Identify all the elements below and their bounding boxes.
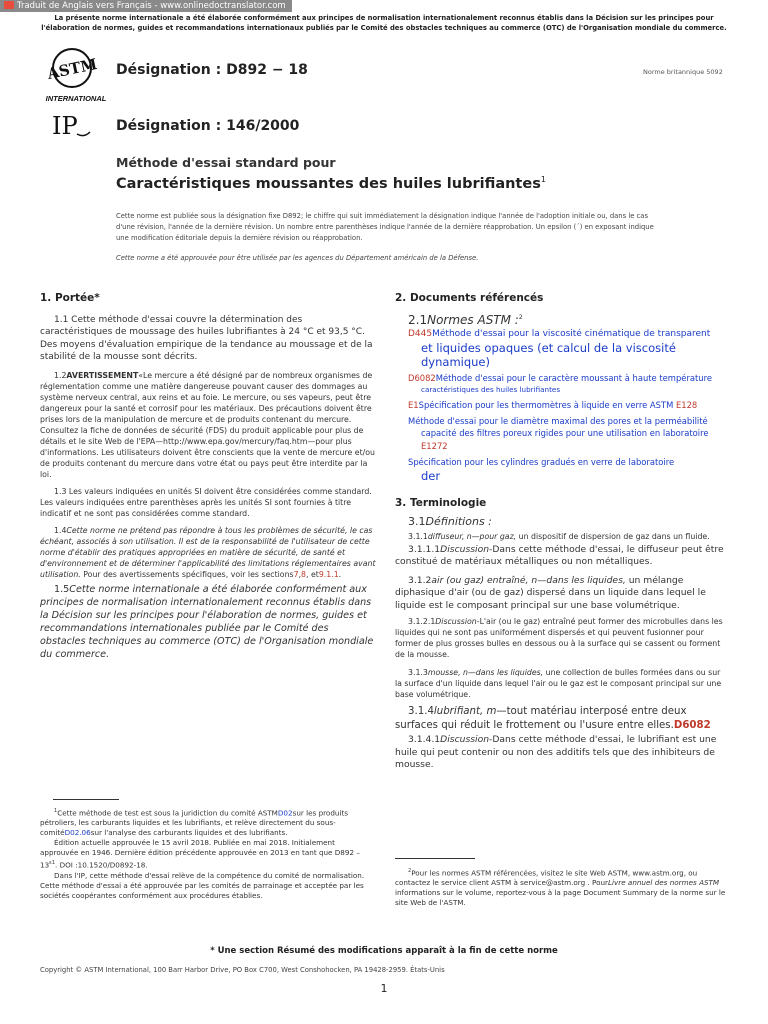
ref-d445-continuation[interactable]: et liquides opaques (et calcul de la viscosité dynamique) (421, 340, 676, 369)
astm-logo-text: ASTM (45, 54, 99, 84)
astm-logo (42, 46, 110, 106)
fn2-a: Pour les normes ASTM référencées, visitez le site Web ASTM, www.astm.org, ou contactez le service client ASTM à service@astm.org . Pour (395, 868, 698, 888)
para-1-4-et: , et (306, 569, 319, 579)
fn1-c: sur l'analyse des carburants liquides et des lubrifiants. (90, 828, 288, 838)
para-1-2 (40, 370, 376, 480)
para-1-4: 1.4Cette norme ne prétend pas répondre à tous les problèmes de sécurité, le cas échéant, associés à son utilisation. Il est de la responsabilité de l'utilisateur de cette norme d'établir des pratiques appropriées en matière de sécurité, de santé et d'environnement et de déterminer l'applicabilité des limitations réglementaires avant utilisation. Pour des avertissements spécifiques, voir les sections7,8, et9.1.1. (40, 525, 376, 579)
ref-e1-code[interactable]: E1 (408, 400, 419, 410)
t313-text: une collection de bulles formées dans ou sur la surface d'un liquide dans lequel l'air ou le gaz est le composant principal sur une base volumétrique. (395, 668, 722, 699)
left-column (40, 292, 376, 661)
ref-e128-text[interactable]: Méthode d'essai pour le diamètre maximal des pores et la perméabilité (408, 415, 708, 426)
title-footnote-mark: 1 (540, 175, 546, 184)
ref-d445[interactable] (408, 328, 728, 341)
t3121-label: Discussion (435, 617, 477, 626)
ref-e1272-continuation[interactable]: der (421, 468, 441, 483)
ref-d6082-continuation[interactable]: caractéristiques des huiles lubrifiantes (421, 385, 561, 394)
para-1-5 (40, 583, 376, 661)
term-3-1-4 (395, 705, 728, 733)
term-3-1-3 (395, 667, 728, 700)
footnote-2: $^2$Pour les normes ASTM référencées, visitez le site Web ASTM, www.astm.org, ou contactez le service client ASTM à service@astm.org . PourLivre annuel des normes ASTM informations sur le volume, reportez-vous à la page Document Summary de la norme sur le site Web de l'ASTM. (395, 868, 726, 908)
n21-sup: 2 (518, 313, 523, 321)
designation-ip: Désignation : 146/2000 (116, 118, 300, 134)
committee-d02-link[interactable]: D02 (277, 808, 293, 818)
n21-num: 2.1 (408, 312, 428, 327)
ref-d6082[interactable] (408, 372, 728, 385)
para-1-2-num: 1.2 (54, 370, 67, 380)
ref-e128-code[interactable]: E128 (675, 400, 698, 410)
n31-label: Définitions : (425, 515, 492, 528)
pdf-icon (4, 1, 14, 9)
t3111-num: 3.1.1.1 (408, 543, 441, 555)
fn1-b: sur les produits pétroliers, les carburants liquides et les lubrifiants, et relève directement du sous-comité (40, 808, 349, 838)
n31-num: 3.1 (408, 515, 426, 528)
document-title (116, 175, 546, 192)
ref-e1[interactable] (408, 399, 728, 412)
astm-logo-sub: INTERNATIONAL (45, 94, 107, 103)
t313-num: 3.1.3 (408, 668, 428, 677)
ref-e1272-text[interactable]: Spécification pour les cylindres gradués en verre de laboratoire (408, 457, 675, 467)
ref-d6082-text[interactable]: Méthode d'essai pour le caractère moussant à haute température (435, 372, 713, 383)
term-3-1-1-1 (395, 544, 728, 569)
ref-e1272-code[interactable]: E1272 (421, 440, 448, 451)
ref-d445-code[interactable]: D445 (408, 329, 433, 339)
t311-text: un dispositif de dispersion de gaz dans un fluide. (516, 531, 710, 541)
ip-logo-text: IP (52, 112, 78, 140)
t312-term: air (ou gaz) entraîné, n—dans les liquides, (431, 574, 626, 586)
ref-section-9-1-1-link[interactable]: 9.1.1 (318, 569, 339, 579)
subcommittee-d02-06-link[interactable]: D02.06 (64, 828, 91, 838)
right-column (395, 292, 728, 772)
warning-label: AVERTISSEMENT (66, 370, 139, 380)
para-1-2-text: «Le mercure a été désigné par de nombreux organismes de réglementation comme une matière dangereuse pouvant causer des dommages au système nerveux central, aux reins et au foie. Le mercure, ou ses vapeurs, peut être dangereux pour la santé et corrosif pour les matériaux. Des précautions doivent être prises lors de la manipulation de mercure et de produits contenant du mercure. Consultez la fiche de données de sécurité (FDS) du produit applicable pour plus de détails et le site Web de l'EPA—http://www.epa.gov/mercury/faq.htm—pour plus d'informations. Les utilisateurs doivent être conscients que la vente de mercure et/ou de produits contenant du mercure dans votre état ou pays peut être interdite par la loi. (40, 370, 375, 479)
translator-text: Traduit de Anglais vers Français - www.onlinedoctranslator.com (17, 1, 286, 11)
term-3-1-2-1 (395, 616, 728, 660)
method-prefix: Méthode d'essai standard pour (116, 155, 336, 170)
copyright-line: Copyright © ASTM International, 100 Barr Harbor Drive, PO Box C700, West Conshohocken, PA 19428-2959. États-Unis (40, 966, 445, 974)
ref-e128-continuation[interactable] (421, 427, 728, 452)
astm-standards-label (408, 312, 728, 327)
page-number: 1 (380, 982, 388, 995)
t311-num: 3.1.1 (408, 531, 428, 541)
footnote-1-p2: Édition actuelle approuvée le 15 avril 2018. Publiée en mai 2018. Initialement approuvée en 1946. Dernière édition précédente approuvée en 2013 en tant que $D892 - 13^{\varepsilon 1}$. DOI :10.1520/D0892-18. (40, 838, 360, 870)
title-text: Caractéristiques moussantes des huiles lubrifiantes (116, 175, 541, 192)
para-1-3: 1.3 Les valeurs indiquées en unités SI doivent être considérées comme standard. Les valeurs indiquées entre parenthèses après les unités SI sont fournies à titre indicatif et ne sont pas considérées comme standard. (40, 486, 372, 518)
section-scope-heading: 1. Portée* (40, 292, 100, 304)
term-3-1-2 (395, 575, 728, 613)
designation-astm: Désignation : D892 − 18 (116, 62, 308, 78)
t3141-text: -Dans cette méthode d'essai, le lubrifiant est une huile qui peut contenir ou non des additifs tels que des inhibiteurs de mousse. (395, 734, 717, 770)
ref-d6082-code[interactable]: D6082 (408, 372, 436, 383)
definitions-label (408, 516, 728, 529)
term-3-1-1 (395, 531, 728, 542)
t3111-text: -Dans cette méthode d'essai, le diffuseur peut être constitué de matériaux métalliques ou non métalliques. (395, 543, 724, 567)
para-1-5-num: 1.5 (54, 583, 70, 595)
summary-note: * Une section Résumé des modifications apparaît à la fin de cette norme (210, 946, 558, 956)
ref-d6082-inline-link[interactable]: D6082 (673, 720, 711, 731)
ref-e128-sub[interactable]: capacité des filtres poreux rigides pour une utilisation en laboratoire (421, 428, 709, 438)
t314-text: —tout matériau interposé entre deux surfaces qui réduit le frottement ou l'usure entre elles. (395, 706, 687, 731)
section-terminology-heading: 3. Terminologie (395, 496, 487, 509)
para-1-4-tail: Pour des avertissements spécifiques, voir les sections (80, 569, 294, 579)
british-standard-note: Norme britannique 5092 (643, 68, 723, 76)
t312-text: un mélange diphasique d'air (ou de gaz) dispersé dans un liquide dans lequel le liquide est le composant principal sur une base volumétrique. (395, 574, 706, 611)
footnote-1-p3: Dans l'IP, cette méthode d'essai relève de la compétence du comité de normalisation. Cette méthode d'essai a été approuvée par les comités de parrainage et acceptée par les sociétés coopérantes conformément aux procédures établies. (40, 870, 365, 900)
para-1-4-num: 1.4 (54, 525, 67, 535)
dod-approval-note: Cette norme a été approuvée pour être utilisée par les agences du Département américain de la Défense. (116, 254, 479, 262)
term-3-1-4-1 (395, 734, 728, 772)
t314-term: lubrifiant, m (433, 706, 497, 717)
fn1-e: . DOI :10.1520/D0892-18. (55, 860, 148, 870)
footnote-1-p1: $^1$Cette méthode de test est sous la juridiction du comité ASTMD02sur les produits pétroliers, les carburants liquides et les lubrifiants, et relève directement du sous-comitéD02.06sur l'analyse des carburants liquides et des lubrifiants. (40, 808, 349, 838)
ref-section-8-link[interactable]: 8 (301, 569, 307, 579)
t3141-label: Discussion (440, 734, 490, 745)
translator-banner[interactable] (0, 0, 292, 12)
ref-d445-text[interactable]: Méthode d'essai pour la viscosité cinématique de transparent (432, 329, 711, 339)
intro-paragraph: Cette norme est publiée sous la désignation fixe D892; le chiffre qui suit immédiatement la désignation indique l'année de l'adoption initiale ou, dans le cas d'une révision, l'année de la dernière révision. Un nombre entre parenthèses indique l'année de la dernière réapprobation. Un epsilon (´) en exposant indique une modification éditoriale depuis la dernière révision ou réapprobation. (116, 212, 654, 242)
footnote-rule-left (53, 799, 119, 800)
t313-term: mousse, n—dans les liquides, (427, 668, 544, 677)
t3111-label: Discussion (440, 543, 490, 555)
fn2-italic: Livre annuel des normes ASTM (608, 878, 720, 888)
top-note: La présente norme internationale a été élaborée conformément aux principes de normalisation internationalement reconnus établis dans la Décision sur les principes pour l'élaboration de normes, guides et recommandations internationaux publiés par le Comité des obstacles techniques au commerce (OTC) de l'Organisation mondiale du commerce. (41, 14, 727, 32)
t311-term: diffuseur, n—pour gaz, (427, 531, 517, 541)
t314-num: 3.1.4 (408, 706, 434, 717)
t3121-num: 3.1.2.1 (408, 617, 436, 626)
ref-section-7-link[interactable]: 7 (293, 569, 299, 579)
t312-num: 3.1.2 (408, 574, 432, 586)
n21-label: Normes ASTM : (427, 312, 519, 327)
ref-e1-text[interactable]: Spécification pour les thermomètres à liquide en verre ASTM (418, 400, 674, 410)
para-1-5-italic: Cette norme internationale a été élaborée conformément aux principes de normalisation internationalement reconnus établis dans la Décision sur les principes pour l'élaboration de normes, guides et recommandations internationales publiée par le Comité des obstacles techniques au commerce (OTC) de l'Organisation mondiale du commerce. (40, 583, 374, 660)
t3141-num: 3.1.4.1 (408, 734, 441, 745)
footnote-1 (40, 806, 368, 901)
footnote-rule-right (395, 858, 475, 859)
t3121-text: -L'air (ou le gaz) entraîné peut former des microbulles dans les liquides qui ne sont pas uniformément dispersés et qui peuvent fusionner pour former de plus grosses bulles en dessous ou à la surface qui se cassent ou forment de la mousse. (395, 617, 723, 659)
section-references-heading: 2. Documents référencés (395, 292, 544, 304)
para-1-1: 1.1 Cette méthode d'essai couvre la détermination des caractéristiques de moussage des huiles lubrifiantes à 24 °C et 93,5 °C. Des moyens d'évaluation empirique de la tendance au moussage et de la stabilité de la mousse sont décrits. (40, 314, 373, 362)
ip-logo (50, 112, 92, 140)
fn1-a: Cette méthode de test est sous la juridiction du comité ASTM (57, 808, 278, 818)
fn2-b: informations sur le volume, reportez-vous à la page Document Summary de la norme sur le site Web de l'ASTM. (395, 888, 726, 908)
para-1-4-italic: Cette norme ne prétend pas répondre à tous les problèmes de sécurité, le cas échéant, associés à son utilisation. Il est de la responsabilité de l'utilisateur de cette norme d'établir des pratiques appropriées en matière de sécurité, de santé et d'environnement et de déterminer l'applicabilité des limitations réglementaires avant utilisation. (40, 525, 376, 579)
fn1-d: Édition actuelle approuvée le 15 avril 2018. Publiée en mai 2018. Initialement approuvée en 1946. Dernière édition précédente approuvée en 2013 en tant que D892 – 13 (40, 838, 360, 870)
